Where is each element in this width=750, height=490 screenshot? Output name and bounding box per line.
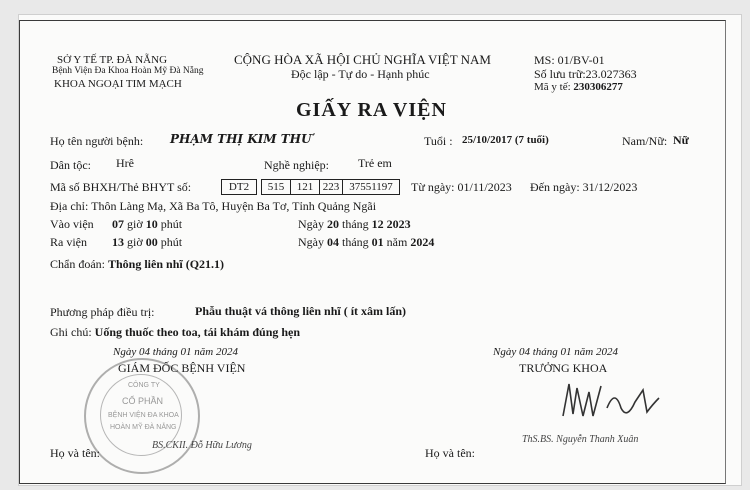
address-value: Thôn Làng Mạ, Xã Ba Tô, Huyện Ba Tơ, Tỉnh Quảng Ngãi <box>91 199 377 213</box>
in-day: 20 <box>327 217 339 231</box>
right-sign-date: Ngày 04 tháng 01 năm 2024 <box>493 346 618 358</box>
ethnicity-label: Dân tộc: <box>50 158 91 172</box>
in-min: 10 <box>145 217 158 231</box>
age-label: Tuổi : <box>424 134 453 148</box>
document-title: GIẤY RA VIỆN <box>296 99 447 121</box>
admission-out-time <box>112 235 182 250</box>
from-date: 01/11/2023 <box>457 180 512 194</box>
insurance-box-3: 121 <box>290 179 320 195</box>
diagnosis-label: Chẩn đoán: <box>50 257 105 271</box>
insurance-label: Mã số BHXH/Thẻ BHYT số: <box>50 180 192 194</box>
admission-out-date <box>298 235 434 250</box>
out-min-word: phút <box>160 235 183 249</box>
insurance-box-5: 37551197 <box>342 179 400 195</box>
in-month-word: tháng <box>342 217 369 231</box>
notes-label: Ghi chú: <box>50 325 92 339</box>
notes-value: Uống thuốc theo toa, tái khám đúng hẹn <box>94 325 301 339</box>
notes-row <box>50 325 300 340</box>
out-year: 2024 <box>410 235 435 249</box>
coverage-to <box>530 180 637 195</box>
gender-value: Nữ <box>673 133 689 147</box>
hospital-name: Bệnh Viện Đa Khoa Hoàn Mỹ Đà Nẵng <box>52 66 204 76</box>
admission-out-label: Ra viện <box>50 235 87 249</box>
seal-text-top: CÔNG TY <box>128 382 160 389</box>
left-signer-name: BS.CKII. Đỗ Hữu Lương <box>152 440 252 451</box>
left-name-label: Họ và tên: <box>50 446 100 460</box>
left-sign-date: Ngày 04 tháng 01 năm 2024 <box>113 346 238 358</box>
job-value: Trẻ em <box>358 156 392 170</box>
medical-code-label: Mã y tế: <box>534 81 571 93</box>
out-day-word: Ngày <box>298 235 324 249</box>
job-label: Nghề nghiệp: <box>264 158 329 172</box>
treatment-label: Phương pháp điều trị: <box>50 305 155 319</box>
gender-label: Nam/Nữ: <box>622 134 668 148</box>
out-year-word: năm <box>386 235 408 249</box>
out-min: 00 <box>145 235 158 249</box>
right-signer-name: ThS.BS. Nguyễn Thanh Xuân <box>522 434 639 445</box>
republic-motto: Độc lập - Tự do - Hạnh phúc <box>291 67 430 81</box>
diagnosis-row <box>50 257 224 272</box>
out-month: 01 <box>371 235 384 249</box>
treatment-value: Phẫu thuật vá thông liên nhĩ ( ít xâm lấn) <box>195 304 407 318</box>
admission-in-time <box>112 217 182 232</box>
in-month: 12 <box>371 217 384 231</box>
out-day: 04 <box>327 235 339 249</box>
in-day-word: Ngày <box>298 217 324 231</box>
out-month-word: tháng <box>342 235 369 249</box>
patient-name-label: Họ tên người bệnh: <box>50 134 144 148</box>
patient-name-value: PHẠM THỊ KIM THƯ <box>170 132 312 146</box>
insurance-box-2: 515 <box>261 179 291 195</box>
right-name-label: Họ và tên: <box>425 446 475 460</box>
in-year: 2023 <box>386 217 411 231</box>
diagnosis-value: Thông liên nhĩ (Q21.1) <box>108 257 225 271</box>
out-hour-word: giờ <box>127 235 143 249</box>
insurance-box-1: DT2 <box>221 179 257 195</box>
hospital-seal <box>84 358 200 474</box>
ethnicity-value: Hrê <box>116 156 134 170</box>
from-label: Từ ngày: <box>411 180 455 194</box>
in-hour-word: giờ <box>127 217 143 231</box>
handwritten-signature-right <box>555 378 675 428</box>
out-hour: 13 <box>112 235 124 249</box>
in-hour: 07 <box>112 217 124 231</box>
to-date: 31/12/2023 <box>582 180 638 194</box>
insurance-box-4: 223 <box>319 179 343 195</box>
to-label: Đến ngày: <box>530 180 580 194</box>
admission-in-date <box>298 217 411 232</box>
admission-in-label: Vào viện <box>50 217 94 231</box>
seal-text-mid1: CỔ PHẦN <box>122 396 164 406</box>
medical-code-row <box>534 81 623 93</box>
address-row <box>50 199 376 214</box>
coverage-from <box>411 180 512 195</box>
age-value: 25/10/2017 (7 tuổi) <box>462 134 549 146</box>
department-name: KHOA NGOẠI TIM MẠCH <box>54 78 182 90</box>
seal-text-mid3: HOÀN MỸ ĐÀ NẴNG <box>110 424 177 431</box>
left-sign-role: GIÁM ĐỐC BỆNH VIỆN <box>118 361 246 375</box>
form-number: MS: 01/BV-01 <box>534 53 605 67</box>
medical-code-value: 230306277 <box>573 81 623 93</box>
right-sign-role: TRƯỞNG KHOA <box>519 361 608 375</box>
seal-text-mid2: BỆNH VIỆN ĐA KHOA <box>108 412 179 419</box>
dept-of-health: SỞ Y TẾ TP. ĐÀ NẴNG <box>57 54 168 66</box>
in-min-word: phút <box>160 217 183 231</box>
address-label: Địa chỉ: <box>50 199 89 213</box>
republic-title: CỘNG HÒA XÃ HỘI CHỦ NGHĨA VIỆT NAM <box>234 52 491 67</box>
archive-number: Số lưu trữ:23.027363 <box>534 67 637 81</box>
